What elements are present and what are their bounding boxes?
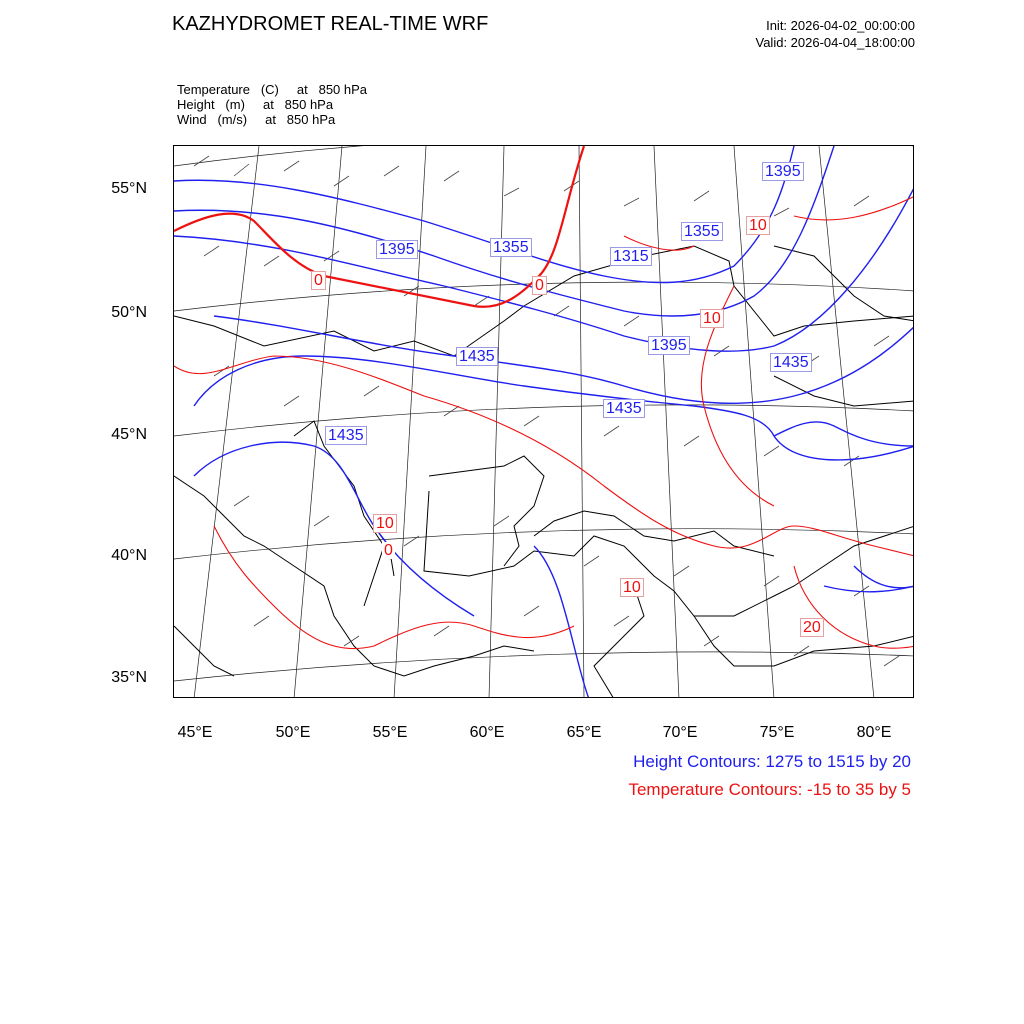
height-label: 1435 bbox=[325, 426, 367, 445]
map-graphics bbox=[174, 146, 914, 698]
temperature-label: 10 bbox=[700, 309, 724, 328]
lat-label: 55°N bbox=[111, 180, 147, 197]
map-panel bbox=[173, 145, 914, 698]
height-label: 1435 bbox=[603, 399, 645, 418]
variable-list bbox=[177, 82, 367, 127]
lat-label: 50°N bbox=[111, 304, 147, 321]
height-label: 1395 bbox=[648, 336, 690, 355]
init-time: Init: 2026-04-02_00:00:00 bbox=[766, 18, 915, 33]
height-legend: Height Contours: 1275 to 1515 by 20 bbox=[633, 752, 911, 771]
temperature-legend: Temperature Contours: -15 to 35 by 5 bbox=[628, 780, 911, 799]
wind-barbs bbox=[194, 156, 899, 666]
lat-label: 40°N bbox=[111, 547, 147, 564]
lon-label: 75°E bbox=[759, 724, 795, 741]
lon-label: 55°E bbox=[372, 724, 408, 741]
valid-time: Valid: 2026-04-04_18:00:00 bbox=[755, 35, 915, 50]
lon-label: 65°E bbox=[566, 724, 602, 741]
temperature-contours bbox=[174, 146, 914, 649]
lon-label: 45°E bbox=[177, 724, 213, 741]
height-label: 1355 bbox=[681, 222, 723, 241]
lon-label: 60°E bbox=[469, 724, 505, 741]
lat-label: 45°N bbox=[111, 426, 147, 443]
temperature-label: 10 bbox=[373, 514, 397, 533]
height-label: 1435 bbox=[770, 353, 812, 372]
variable-height: Height (m) at 850 hPa bbox=[177, 97, 334, 112]
temperature-label: 0 bbox=[384, 542, 393, 559]
height-label: 1395 bbox=[762, 162, 804, 181]
height-label: 1435 bbox=[456, 347, 498, 366]
lon-label: 80°E bbox=[856, 724, 892, 741]
chart-title: KAZHYDROMET REAL-TIME WRF bbox=[172, 13, 489, 35]
variable-temperature: Temperature (C) at 850 hPa bbox=[177, 82, 368, 97]
height-label: 1315 bbox=[610, 247, 652, 266]
temperature-label: 20 bbox=[800, 618, 824, 637]
height-label: 1395 bbox=[376, 240, 418, 259]
lon-label: 70°E bbox=[662, 724, 698, 741]
temperature-label: 10 bbox=[746, 216, 770, 235]
temperature-label: 0 bbox=[311, 271, 326, 290]
lat-label: 35°N bbox=[111, 669, 147, 686]
height-contours bbox=[174, 146, 914, 698]
height-label: 1355 bbox=[490, 238, 532, 257]
temperature-label: 0 bbox=[532, 276, 547, 295]
temperature-label: 10 bbox=[620, 578, 644, 597]
variable-wind: Wind (m/s) at 850 hPa bbox=[177, 112, 336, 127]
lon-label: 50°E bbox=[275, 724, 311, 741]
